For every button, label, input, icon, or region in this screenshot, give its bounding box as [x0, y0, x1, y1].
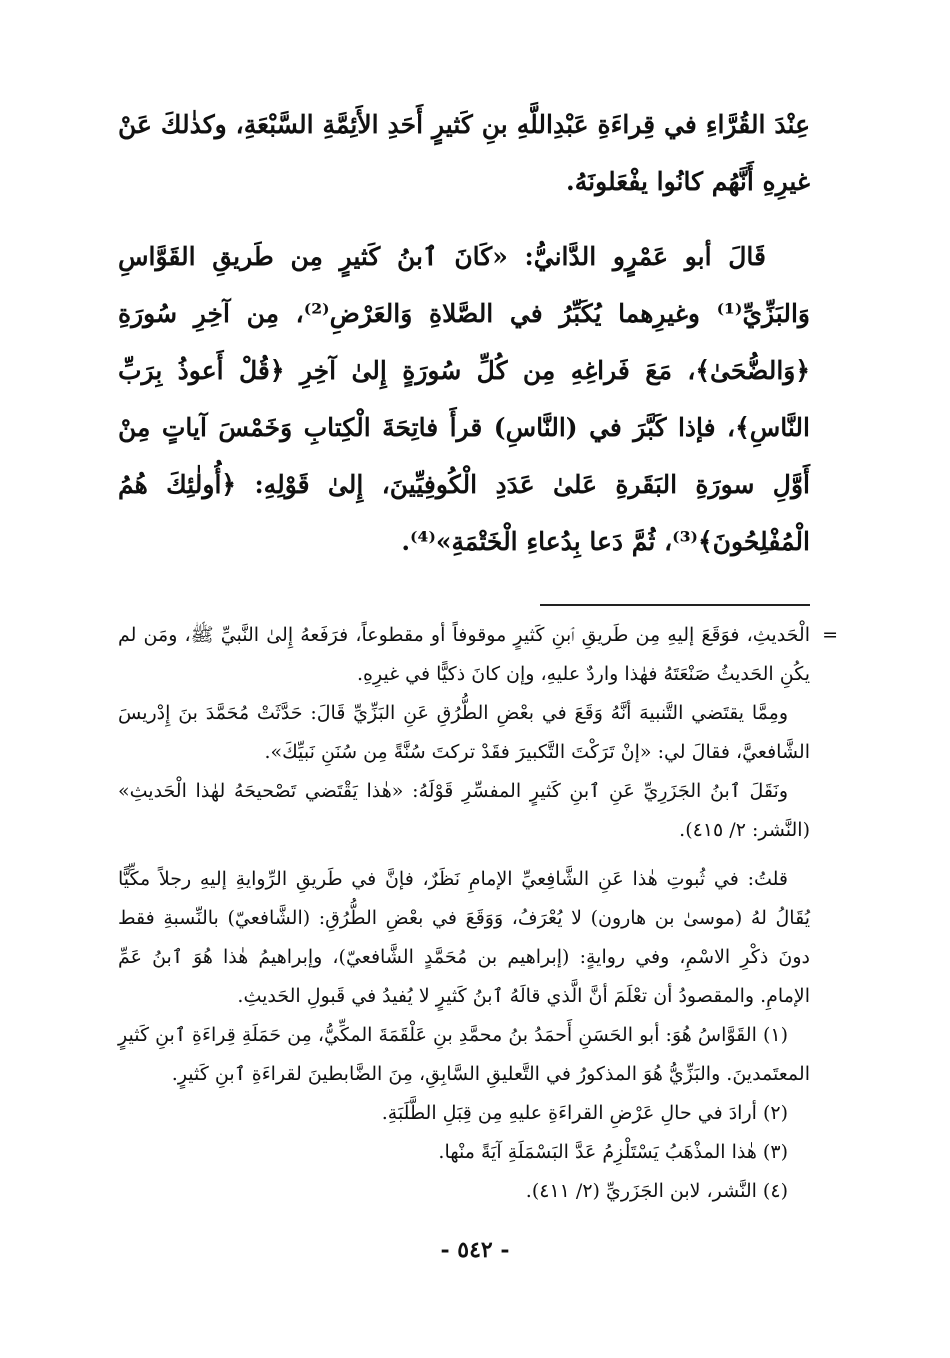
footnote-3: (٣) هٰذا المذْهَبُ يَسْتَلْزِمُ عَدَّ البَسْمَلَةِ آيَةً منْها. — [438, 1141, 788, 1163]
footnote-note-a: ومِمَّا يقتَضي التَّنبيهَ أنَّهُ وَقَعَ في بعْضِ الطُّرُقِ عَنِ البَزِّيِّ قَالَ: حَدَّثَتْ مُحَمَّدَ بنَ إِدْريسَ الشَّافعيَّ، فقالَ لي: «إنْ تَرَكْتَ التَّكبيرَ فقَدْ تركتَ سُنَّةً مِن سُنَنِ نَبيِّكَ». — [118, 702, 810, 763]
footnote-note-c: قلتُ: في ثُبوتِ هٰذا عَنِ الشَّافِعيِّ الإمامِ نَظَرٌ، فإنَّ في طَريقِ الرِّوايةِ إليهِ رجلاً مكِّيًّا يُقَالُ لهُ (موسىٰ بن هارون) لا يُعْرَفُ، وَوَقَعَ في بعْضِ الطُّرُقِ: (الشَّافعيّ) بالنِّسبةِ فقط دونَ ذكْرِ الاسْمِ، وفي روايةٍ: (إبراهيم بن مُحَمَّدٍ الشَّافعيّ)، وإبراهيمُ هٰذا هُوَ ٱبنُ عَمِّ الإمامِ. والمقصودُ أن تعْلَمَ أنَّ الَّذي قالَهُ ٱبنُ كَثيرٍ لا يُفيدُ في قَبولِ الحَديثِ. — [118, 868, 810, 1007]
footnotes — [118, 616, 838, 1211]
main-text — [118, 96, 810, 570]
footnote-separator — [540, 604, 810, 606]
page-number: - ٥٤٢ - — [440, 1237, 510, 1263]
main-paragraph-2: قَالَ أبو عَمْرٍو الدَّانيُّ: «كَانَ ٱبنُ كَثيرٍ مِن طَريقِ القَوَّاسِ وَالبَزِّيِّ⁽¹⁾ وغيرِهما يُكَبِّرُ في الصَّلاةِ وَالعَرْضِ⁽²⁾، مِن آخِرِ سُورَةِ ﴿وَالضُّحَىٰ﴾، مَعَ فَراغِهِ مِن كُلِّ سُورَةٍ إِلىٰ آخِرِ ﴿قُلْ أَعوذُ بِرَبِّ النَّاسِ﴾، فإذا كَبَّرَ في (النَّاسِ) قرأَ فاتِحَةَ الْكِتابِ وَخَمْسَ آياتٍ مِنْ أَوَّلِ سورَةِ البَقَرةِ عَلىٰ عَدَدِ الْكُوفِيِّينَ، إِلىٰ قَوْلِهِ: ﴿أُولٰئِكَ هُمُ الْمُفْلِحُونَ﴾⁽³⁾، ثُمَّ دَعا بِدُعاءِ الْخَتْمَةِ»⁽⁴⁾. — [118, 242, 810, 556]
footnote-2: (٢) أرادَ في حالِ عَرْضِ القراءَةِ عليهِ مِن قِبَلِ الطَّلَبَةِ. — [381, 1102, 788, 1124]
footnote-4: (٤) النَّشر، لابن الجَزَريِّ (٢/ ٤١١). — [525, 1180, 788, 1202]
continuation-mark: = — [822, 624, 838, 646]
main-paragraph-1: عِنْدَ القُرَّاءِ في قِراءَةِ عَبْدِاللَّهِ بنِ كَثيرٍ أَحَدِ الأَئِمَّةِ السَّبْعَةِ، وكذٰلكَ عَنْ غيرِهِ أَنَّهُم كانُوا يفْعَلونَهُ. — [118, 110, 810, 196]
footnote-continuation-block — [118, 616, 838, 694]
footnote-note-b: ونَقَلَ ٱبنُ الجَزَرِيِّ عَنِ ٱبنِ كَثيرٍ المفسِّرِ قَوْلَهُ: «هٰذا يَقْتَضي تَصْحيحَهُ لهٰذا الْحَديثِ» (النَّشر: ٢/ ٤١٥). — [118, 780, 810, 841]
footnote-1: (١) القَوَّاسُ هُوَ: أبو الحَسَنِ أَحمَدُ بنُ محمَّدِ بنِ عَلْقَمَةَ المكِّيُّ، مِن حَمَلَةِ قِراءَةِ ٱبنِ كَثيرٍ المعتَمدينَ. والبَزِّيُّ هُوَ المذكورُ في التَّعليقِ السَّابِقِ، مِنَ الضَّابطينَ لقراءَةِ ٱبنِ كَثيرٍ. — [118, 1024, 810, 1085]
footnote-continuation: الْحَديثِ، فوَقَعَ إليهِ مِن طَريقِ ٱبنِ كَثيرٍ موقوفاً أو مقطوعاً، فرَفَعهُ إِلىٰ النَّبيِّ ﷺ، ومَن لم يكُنِ الحَديثُ صَنْعَتَهُ فهٰذا واردٌ عليهِ، وإن كانَ ذكيًّا في غيرِهِ. — [118, 624, 810, 685]
